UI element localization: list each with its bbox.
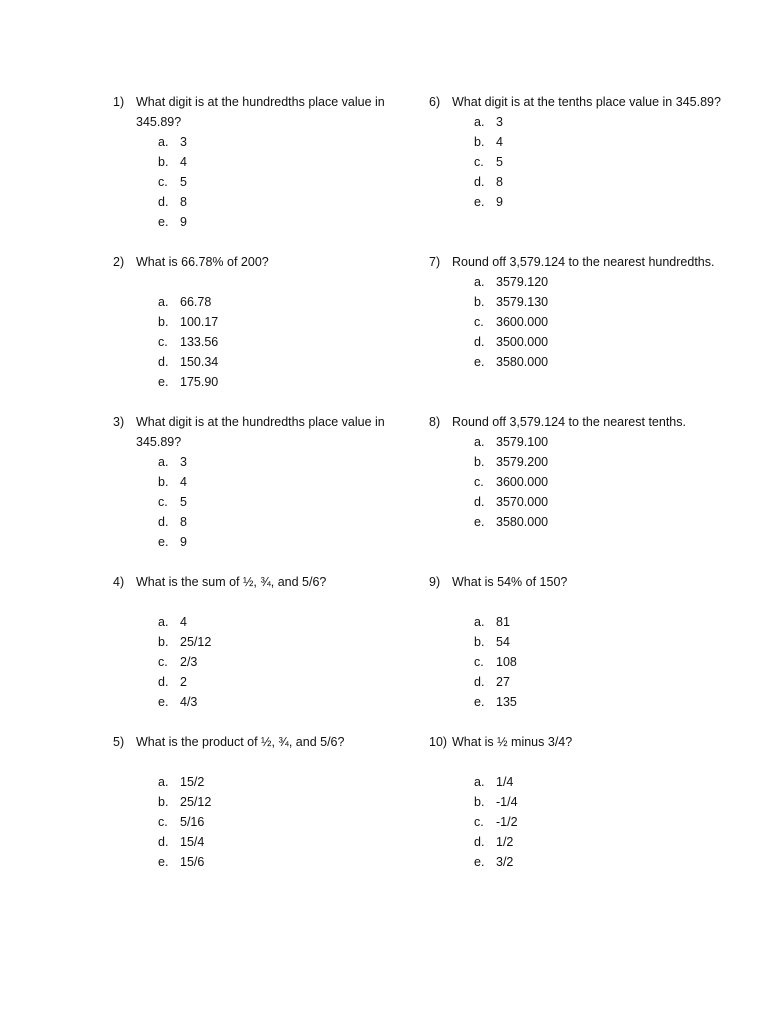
option-value: 9 [496,195,503,209]
option-value: 54 [496,635,510,649]
question-5 [113,732,413,872]
option-letter: b. [474,795,485,809]
answer-option [113,632,413,652]
option-value: 135 [496,695,517,709]
option-value: 4 [180,615,187,629]
option-value: 3570.000 [496,495,549,509]
option-letter: a. [158,135,169,149]
option-letter: e. [158,375,169,389]
option-letter: d. [474,835,485,849]
option-value: 2 [180,675,187,689]
question-text: What is the sum of ½, ¾, and 5/6? [136,575,327,589]
option-letter: e. [474,515,485,529]
option-letter: e. [158,695,169,709]
answer-option [429,672,729,692]
question-text: What is ½ minus 3/4? [452,735,573,749]
option-value: 133.56 [180,335,219,349]
option-letter: e. [158,535,169,549]
option-letter: c. [158,655,168,669]
answer-option [113,612,413,632]
option-letter: d. [158,835,169,849]
option-value: 3/2 [496,855,514,869]
answer-option [113,832,413,852]
option-letter: b. [158,315,169,329]
option-letter: b. [474,635,485,649]
option-value: 25/12 [180,635,212,649]
option-value: 5/16 [180,815,205,829]
answer-option [429,692,729,712]
answer-options [113,292,413,392]
question-number: 7) [429,255,441,269]
answer-option [113,492,413,512]
answer-option [429,112,729,132]
answer-option [113,792,413,812]
option-letter: c. [474,475,484,489]
answer-option [113,152,413,172]
option-letter: d. [474,495,485,509]
answer-option [429,272,729,292]
question-3 [113,412,413,552]
option-letter: b. [474,135,485,149]
answer-option [113,212,413,232]
option-value: -1/4 [496,795,518,809]
answer-options [113,132,413,232]
answer-option [113,292,413,312]
option-letter: a. [474,115,485,129]
option-letter: e. [474,855,485,869]
option-letter: d. [158,195,169,209]
question-4 [113,572,413,712]
question-header [113,412,413,452]
question-text: Round off 3,579.124 to the nearest hundredths. [452,255,715,269]
answer-option [113,372,413,392]
answer-option [113,132,413,152]
question-number: 8) [429,415,441,429]
option-letter: c. [474,315,484,329]
answer-option [429,632,729,652]
option-letter: b. [158,795,169,809]
option-letter: d. [474,335,485,349]
answer-option [429,312,729,332]
answer-option [113,512,413,532]
option-value: 3579.120 [496,275,549,289]
answer-option [429,292,729,312]
answer-option [113,812,413,832]
answer-options [113,772,413,872]
question-text: What is the product of ½, ¾, and 5/6? [136,735,345,749]
option-value: 25/12 [180,795,212,809]
question-header [113,732,413,752]
answer-options [113,452,413,552]
option-letter: c. [158,335,168,349]
answer-option [113,312,413,332]
option-letter: b. [474,455,485,469]
question-header [429,572,729,592]
option-letter: e. [158,215,169,229]
option-letter: b. [158,155,169,169]
answer-option [113,672,413,692]
option-letter: c. [474,655,484,669]
question-header [113,572,413,592]
option-value: 5 [180,175,187,189]
option-letter: c. [158,495,168,509]
question-text: What is 66.78% of 200? [136,255,269,269]
answer-option [113,192,413,212]
answer-option [429,192,729,212]
question-8 [429,412,729,532]
option-value: 3 [496,115,503,129]
option-value: 4 [496,135,503,149]
question-header [429,732,729,752]
option-value: 150.34 [180,355,219,369]
option-letter: a. [474,275,485,289]
option-value: 5 [180,495,187,509]
answer-option [429,612,729,632]
answer-options [429,112,729,212]
option-value: 3579.130 [496,295,549,309]
option-value: 5 [496,155,503,169]
option-value: 3600.000 [496,315,549,329]
option-value: 8 [180,515,187,529]
answer-option [113,472,413,492]
question-number: 3) [113,415,125,429]
option-letter: d. [158,675,169,689]
question-9 [429,572,729,712]
option-value: 1/4 [496,775,514,789]
answer-option [113,652,413,672]
question-6 [429,92,729,212]
option-value: 15/4 [180,835,205,849]
option-value: 100.17 [180,315,219,329]
question-number: 2) [113,255,125,269]
option-value: 1/2 [496,835,514,849]
question-header [429,412,729,432]
option-value: 8 [180,195,187,209]
option-letter: c. [474,815,484,829]
option-letter: c. [158,175,168,189]
option-value: 3580.000 [496,355,549,369]
answer-option [113,332,413,352]
answer-option [429,132,729,152]
question-number: 1) [113,95,125,109]
option-value: 3579.100 [496,435,549,449]
option-letter: b. [158,475,169,489]
option-value: 8 [496,175,503,189]
option-letter: e. [474,695,485,709]
answer-option [429,792,729,812]
option-letter: c. [474,155,484,169]
question-7 [429,252,729,372]
answer-option [113,532,413,552]
answer-option [429,152,729,172]
question-header [429,252,729,272]
answer-options [429,772,729,872]
option-value: 4/3 [180,695,198,709]
answer-option [429,352,729,372]
option-letter: d. [158,515,169,529]
question-number: 9) [429,575,441,589]
answer-option [113,852,413,872]
option-letter: e. [474,355,485,369]
answer-option [429,452,729,472]
option-value: 3500.000 [496,335,549,349]
question-header [429,92,729,112]
option-letter: a. [158,775,169,789]
answer-option [429,852,729,872]
answer-option [429,172,729,192]
question-header [113,252,413,272]
answer-options [429,432,729,532]
answer-option [429,812,729,832]
answer-options [429,612,729,712]
question-text: What is 54% of 150? [452,575,568,589]
question-text: Round off 3,579.124 to the nearest tenths. [452,415,686,429]
answer-options [113,612,413,712]
option-letter: e. [158,855,169,869]
option-value: 27 [496,675,510,689]
answer-option [429,472,729,492]
answer-option [113,352,413,372]
option-value: 3600.000 [496,475,549,489]
option-value: 3 [180,455,187,469]
option-letter: b. [158,635,169,649]
option-value: 9 [180,215,187,229]
answer-option [113,452,413,472]
question-header [113,92,413,132]
option-letter: a. [158,455,169,469]
option-value: 108 [496,655,517,669]
option-value: 3579.200 [496,455,549,469]
option-letter: d. [474,675,485,689]
option-letter: a. [474,615,485,629]
answer-options [429,272,729,372]
question-number: 10) [429,735,448,749]
option-value: 3 [180,135,187,149]
answer-option [429,492,729,512]
answer-option [113,172,413,192]
option-value: 4 [180,155,187,169]
option-value: 175.90 [180,375,219,389]
option-letter: a. [474,435,485,449]
answer-option [429,512,729,532]
option-value: 15/2 [180,775,205,789]
answer-option [113,692,413,712]
option-letter: a. [158,615,169,629]
answer-option [113,772,413,792]
option-letter: b. [474,295,485,309]
question-1 [113,92,413,232]
question-text: What digit is at the hundredths place value in 345.89? [136,95,385,129]
option-value: 9 [180,535,187,549]
answer-option [429,332,729,352]
option-letter: c. [158,815,168,829]
question-text: What digit is at the hundredths place value in 345.89? [136,415,385,449]
question-number: 4) [113,575,125,589]
answer-option [429,772,729,792]
question-text: What digit is at the tenths place value in 345.89? [452,95,721,109]
answer-option [429,432,729,452]
option-value: 2/3 [180,655,198,669]
answer-option [429,832,729,852]
option-letter: e. [474,195,485,209]
question-10 [429,732,729,872]
answer-option [429,652,729,672]
option-value: 81 [496,615,510,629]
option-letter: d. [474,175,485,189]
option-value: 66.78 [180,295,212,309]
option-letter: d. [158,355,169,369]
question-2 [113,252,413,392]
option-letter: a. [474,775,485,789]
option-value: -1/2 [496,815,518,829]
option-value: 4 [180,475,187,489]
question-number: 5) [113,735,125,749]
option-letter: a. [158,295,169,309]
option-value: 15/6 [180,855,205,869]
question-number: 6) [429,95,441,109]
option-value: 3580.000 [496,515,549,529]
